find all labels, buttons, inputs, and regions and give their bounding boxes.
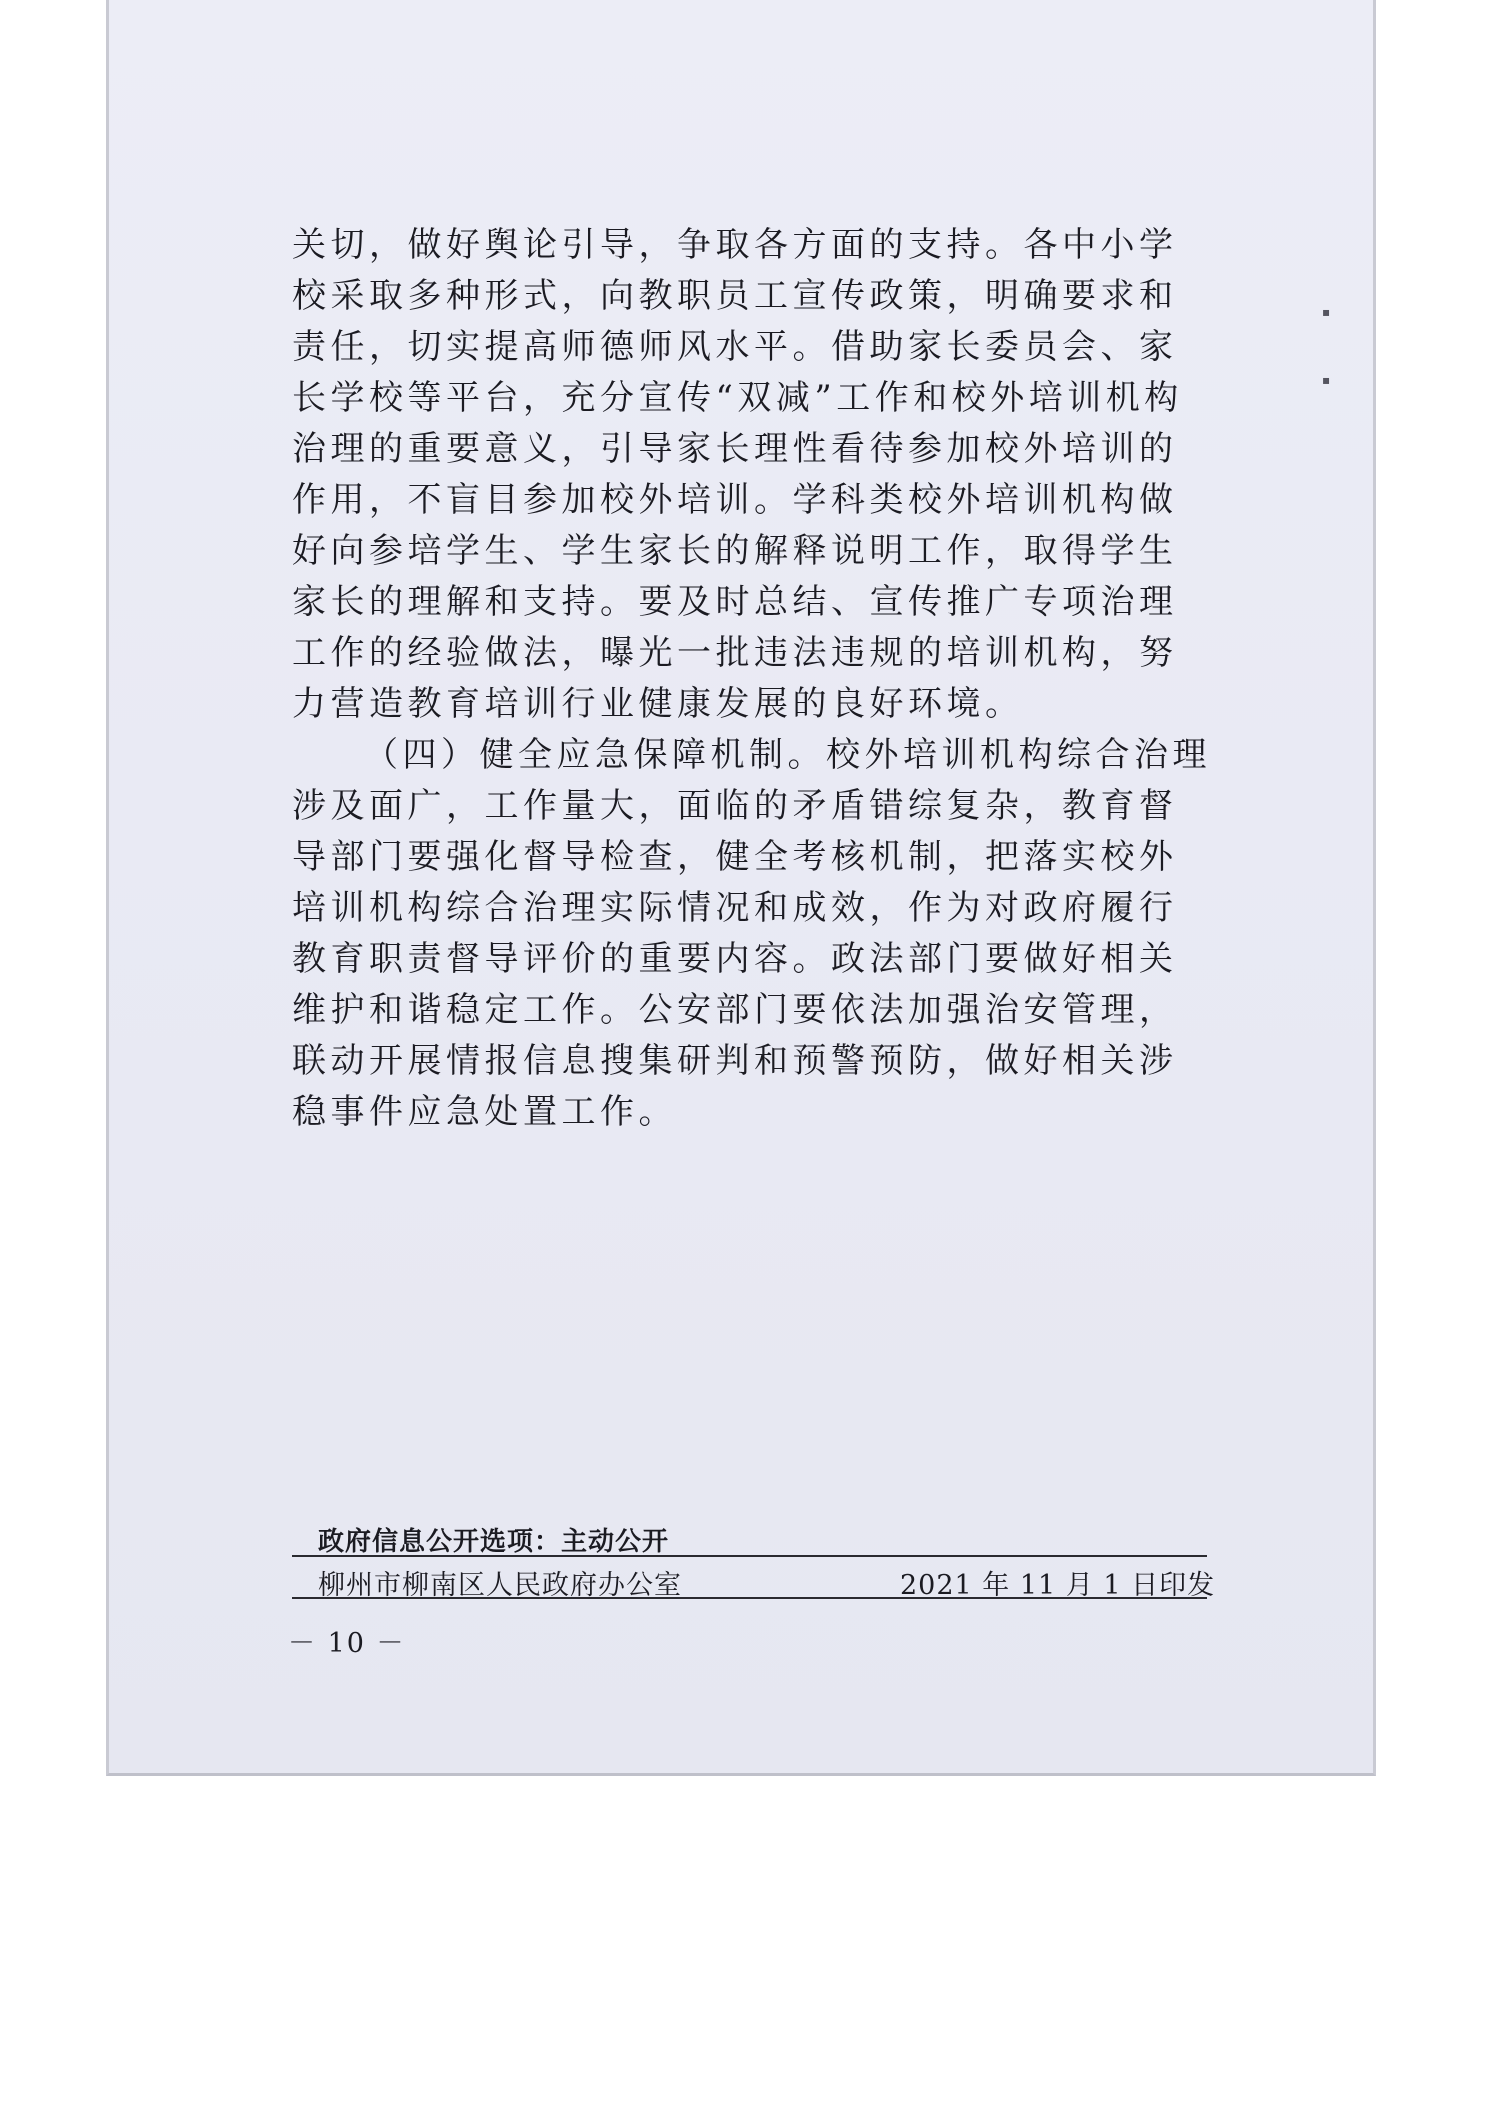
page-number: － 10 － <box>288 1628 406 1659</box>
scan-speck-bottom: ▪ <box>1322 373 1331 387</box>
document-body <box>292 220 1212 1138</box>
issue-date: 2021 年 11 月 1 日印发 <box>900 1570 1216 1601</box>
issuing-office: 柳州市柳南区人民政府办公室 <box>318 1570 682 1601</box>
disclosure-option: 政府信息公开选项：主动公开 <box>318 1527 670 1557</box>
paragraph-continuation: 关切，做好舆论引导，争取各方面的支持。各中小学校采取多种形式，向教职员工宣传政策，明确要求和责任，切实提高师德师风水平。借助家长委员会、家长学校等平台，充分宣传“双减”工作和校外培训机构治理的重要意义，引导家长理性看待参加校外培训的作用，不盲目参加校外培训。学科类校外培训机构做好向参培学生、学生家长的解释说明工作，取得学生家长的理解和支持。要及时总结、宣传推广专项治理工作的经验做法，曝光一批违法违规的培训机构，努力营造教育培训行业健康发展的良好环境。 <box>292 225 1183 724</box>
paragraph-emergency-mechanism: （四）健全应急保障机制。校外培训机构综合治理涉及面广，工作量大，面临的矛盾错综复杂，教育督导部门要强化督导检查，健全考核机制，把落实校外培训机构综合治理实际情况和成效，作为对政府履行教育职责督导评价的重要内容。政法部门要做好相关维护和谐稳定工作。公安部门要依法加强治安管理，联动开展情报信息搜集研判和预警预防，做好相关涉稳事件应急处置工作。 <box>292 735 1211 1132</box>
scan-speck-top: ▪ <box>1322 305 1331 319</box>
